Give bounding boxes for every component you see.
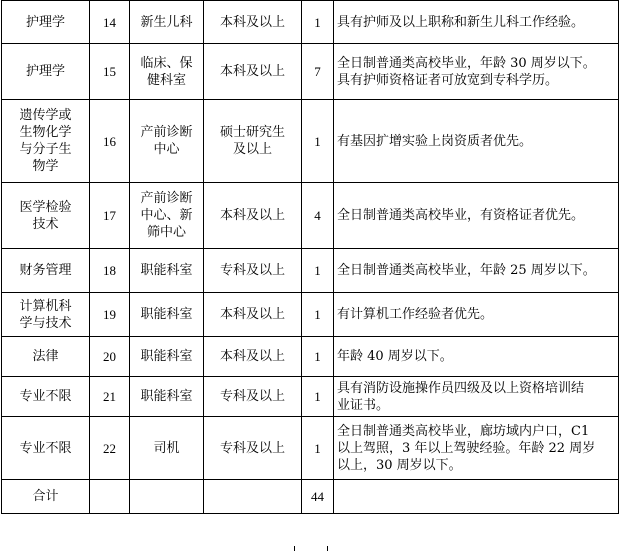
headcount-cell: 4 (302, 183, 334, 249)
requirements-line: 全日制普通类高校毕业，年龄 25 周岁以下。 (337, 263, 596, 278)
major-cell (2, 1, 90, 44)
department-cell (130, 1, 204, 44)
major-cell (2, 337, 90, 377)
table-row (2, 377, 619, 417)
position-number-cell: 21 (90, 377, 130, 417)
position-number-cell: 14 (90, 1, 130, 44)
requirements-cell (334, 293, 619, 337)
requirements-cell (334, 249, 619, 293)
education-cell (204, 249, 302, 293)
major-cell (2, 377, 90, 417)
education-line: 本科及以上 (219, 208, 285, 223)
major-cell (2, 249, 90, 293)
major-line: 与分子生 (19, 142, 72, 157)
headcount-cell: 1 (302, 1, 334, 44)
department-line: 职能科室 (140, 307, 193, 322)
table-body (2, 1, 619, 514)
requirements-cell (334, 1, 619, 44)
education-cell (204, 337, 302, 377)
education-line: 本科及以上 (219, 349, 285, 364)
major-cell (2, 417, 90, 480)
department-line: 职能科室 (140, 389, 193, 404)
cell-border-stub (327, 546, 328, 551)
table-row (2, 249, 619, 293)
position-number-cell: 18 (90, 249, 130, 293)
department-line: 中心 (153, 142, 180, 157)
requirements-line: 全日制普通类高校毕业，廊坊域内户口，C1 (337, 423, 590, 439)
position-number-cell: 16 (90, 100, 130, 183)
major-cell (2, 183, 90, 249)
position-number-cell: 22 (90, 417, 130, 480)
empty-cell (90, 480, 130, 514)
recruitment-table (1, 0, 619, 514)
department-cell (130, 44, 204, 100)
requirements-cell (334, 44, 619, 100)
department-line: 职能科室 (140, 263, 193, 278)
education-cell (204, 100, 302, 183)
education-cell (204, 183, 302, 249)
requirements-cell (334, 417, 619, 480)
major-line: 护理学 (25, 64, 65, 79)
empty-cell (204, 480, 302, 514)
education-cell (204, 1, 302, 44)
department-line: 临床、保 (140, 55, 193, 71)
requirements-line: 全日制普通类高校毕业，有资格证者优先。 (337, 208, 585, 223)
major-line: 物学 (32, 159, 59, 174)
major-line: 护理学 (25, 14, 65, 30)
education-cell (204, 377, 302, 417)
requirements-line: 具有护师资格证者可放宽到专科学历。 (337, 72, 559, 88)
empty-cell (334, 480, 619, 514)
headcount-cell: 1 (302, 417, 334, 480)
department-line: 筛中心 (146, 225, 186, 240)
requirements-line: 有基因扩增实验上岗资质者优先。 (337, 133, 533, 149)
department-line: 产前诊断 (140, 191, 193, 206)
table-row (2, 337, 619, 377)
total-row (2, 480, 619, 514)
education-line: 及以上 (232, 142, 272, 157)
major-line: 财务管理 (19, 263, 72, 278)
requirements-line: 具有护师及以上职称和新生儿科工作经验。 (337, 14, 585, 30)
headcount-cell: 1 (302, 377, 334, 417)
major-cell (2, 100, 90, 183)
department-cell (130, 183, 204, 249)
major-cell (2, 44, 90, 100)
department-line: 司机 (153, 440, 180, 456)
headcount-cell: 1 (302, 293, 334, 337)
table-row (2, 183, 619, 249)
requirements-cell (334, 183, 619, 249)
education-line: 专科及以上 (219, 263, 285, 278)
requirements-line: 业证书。 (337, 397, 390, 413)
requirements-cell (334, 377, 619, 417)
requirements-line: 年龄 40 周岁以下。 (337, 349, 453, 364)
requirements-cell (334, 337, 619, 377)
table-row (2, 293, 619, 337)
department-line: 健科室 (146, 72, 186, 88)
position-number-cell: 17 (90, 183, 130, 249)
education-line: 专科及以上 (219, 389, 285, 404)
headcount-cell: 1 (302, 337, 334, 377)
department-line: 产前诊断 (140, 125, 193, 140)
major-line: 技术 (32, 216, 59, 232)
major-line: 生物化学 (19, 125, 72, 140)
major-line: 计算机科 (19, 298, 72, 314)
major-line: 专业不限 (19, 389, 72, 404)
total-label: 合计 (2, 480, 90, 514)
major-line: 医学检验 (19, 199, 72, 215)
major-cell (2, 293, 90, 337)
education-cell (204, 44, 302, 100)
education-line: 硕士研究生 (219, 125, 285, 140)
table-row (2, 44, 619, 100)
requirements-line: 以上驾照，3 年以上驾驶经验。年龄 22 周岁 (337, 440, 596, 456)
education-cell (204, 293, 302, 337)
education-line: 本科及以上 (219, 14, 285, 30)
department-line: 中心、新 (140, 208, 193, 223)
education-line: 本科及以上 (219, 307, 285, 322)
department-cell (130, 337, 204, 377)
table-row (2, 1, 619, 44)
major-line: 遗传学或 (19, 108, 72, 123)
position-number-cell: 19 (90, 293, 130, 337)
major-line: 法律 (32, 349, 59, 364)
position-number-cell: 20 (90, 337, 130, 377)
requirements-cell (334, 100, 619, 183)
department-cell (130, 293, 204, 337)
headcount-cell: 1 (302, 249, 334, 293)
department-cell (130, 417, 204, 480)
cell-border-stub (294, 546, 295, 551)
major-line: 学与技术 (19, 315, 72, 331)
requirements-line: 有计算机工作经验者优先。 (337, 307, 494, 322)
department-cell (130, 100, 204, 183)
department-line: 新生儿科 (140, 14, 193, 30)
requirements-line: 以上，30 周岁以下。 (337, 457, 462, 473)
total-count: 44 (302, 480, 334, 514)
headcount-cell: 1 (302, 100, 334, 183)
department-cell (130, 377, 204, 417)
table-row (2, 417, 619, 480)
table-row (2, 100, 619, 183)
education-line: 专科及以上 (219, 440, 285, 456)
requirements-line: 具有消防设施操作员四级及以上资格培训结 (337, 380, 585, 396)
department-cell (130, 249, 204, 293)
education-cell (204, 417, 302, 480)
department-line: 职能科室 (140, 349, 193, 364)
headcount-cell: 7 (302, 44, 334, 100)
empty-cell (130, 480, 204, 514)
position-number-cell: 15 (90, 44, 130, 100)
education-line: 本科及以上 (219, 64, 285, 79)
major-line: 专业不限 (19, 440, 72, 456)
requirements-line: 全日制普通类高校毕业，年龄 30 周岁以下。 (337, 55, 596, 71)
